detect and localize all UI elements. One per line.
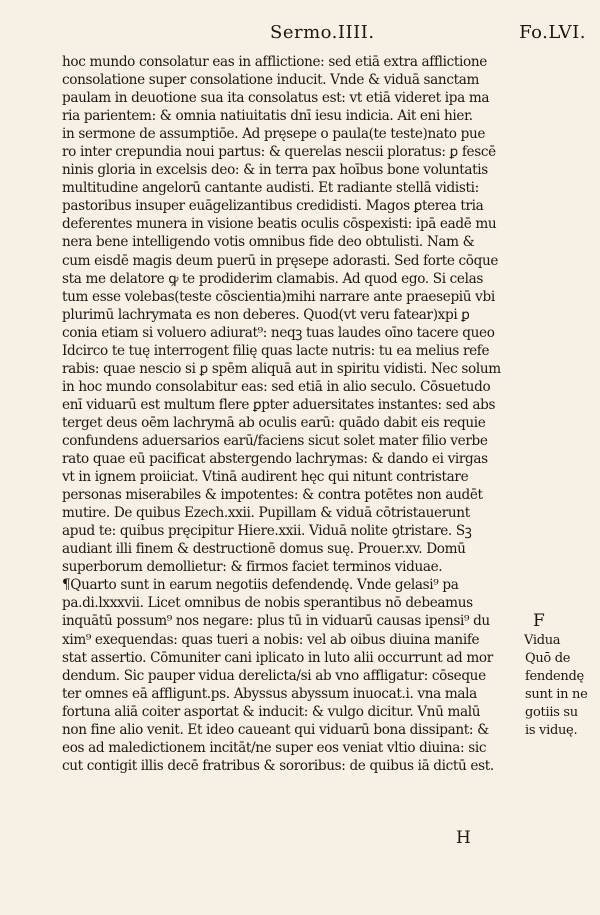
margin-note: gotiis su (525, 705, 578, 720)
margin-note: Vidua (524, 633, 561, 648)
text-line: fortuna aliā coiter asportat & inducit: & vulgo dicitur. Vnū malū (62, 703, 481, 720)
text-line: multitudine angelorū cantante audisti. Et radiante stellā vidisti: (62, 180, 479, 197)
text-line: cut contigit illis decē fratribus & sororibus: de quibus iā dictū est. (62, 757, 494, 774)
text-line: inquātū possum⁹ nos negare: plus tū in viduarū causas ipensi⁹ du (62, 613, 490, 630)
margin-note: sunt in ne (525, 687, 588, 702)
text-line: ¶Quarto sunt in earum negotiis defendendę. Vnde gelasi⁹ pa (62, 577, 459, 594)
signature-mark: H (456, 828, 471, 848)
margin-note: Quō de (525, 651, 571, 666)
text-line: Idcirco te tuę interrogent filię quas lacte nutris: tu ea melius refe (62, 342, 490, 359)
text-line: deferentes munera in visione beatis oculis cōspexisti: ipā eadē mu (62, 216, 497, 233)
text-line: rato quae eū pacificat abstergendo lachrymas: & dando ei virgas (62, 451, 488, 468)
text-line: tum esse volebas(teste cōscientia)mihi narrare ante praesepiū vbi (62, 288, 495, 305)
text-line: personas miserabiles & impotentes: & contra potētes non audēt (62, 487, 483, 504)
text-line: paulam in deuotione sua ita consolatus est: vt etiā videret ipa ma (62, 90, 490, 107)
text-line: nera bene intelligendo votis omnibus fide deo obtulisti. Nam & (62, 234, 475, 251)
text-line: terget deus oēm lachrymā ab oculis earū: quādo dabit eis requie (62, 414, 486, 431)
text-line: consolatione super consolatione inducit. Vnde & viduā sanctam (62, 72, 480, 89)
margin-note: F (533, 611, 545, 631)
text-line: pastoribus insuper euāgelizantibus credidisti. Magos ꝑterea tria (62, 198, 484, 215)
text-line: superborum demollietur: & firmos faciet terminos viduae. (62, 559, 443, 576)
text-line: hoc mundo consolatur eas in afflictione: sed etiā extra afflictione (62, 54, 487, 70)
running-head (0, 22, 600, 52)
text-line: sta me delatore ꝙ te prodiderim clamabis. Ad quod ego. Si celas (62, 270, 484, 287)
main-text-block (62, 53, 522, 775)
text-line: audiant illi finem & destructionē domus suę. Prouer.xv. Domū (62, 541, 466, 558)
folio-number: Fo.LVI. (519, 22, 586, 43)
text-line: ria parientem: & omnia natiuitatis dnī iesu indicia. Ait eni hier. (62, 108, 473, 125)
text-line: ro inter crepundia noui partus: & querelas nescii ploratus: ꝑ fescē (62, 144, 496, 161)
text-line: ninis gloria in excelsis deo: & in terra pax hoībus bone voluntatis (62, 162, 488, 179)
text-line: non fine alio venit. Et ideo caueant qui viduarū bona dissipant: & (62, 721, 489, 738)
text-line: enī viduarū est multum flere ꝑpter aduersitates instantes: sed abs (62, 396, 496, 413)
text-line: pa.di.lxxxvii. Licet omnibus de nobis sperantibus nō debeamus (62, 595, 473, 612)
text-line: dendum. Sic pauper vidua derelicta/si ab vno affligatur: cōseque (62, 667, 486, 684)
text-line: in sermone de assumptiōe. Ad pręsepe o paula(te teste)nato pue (62, 126, 486, 143)
text-line: stat assertio. Cōmuniter cani iplicato in luto alii occurrunt ad mor (62, 649, 493, 666)
text-line: ter omnes eā affligunt.ps. Abyssus abyssum inuocat.i. vna mala (62, 685, 477, 702)
running-title: Sermo.IIII. (270, 22, 375, 43)
text-line: xim⁹ exequendas: quas tueri a nobis: vel ab oibus diuina manife (62, 631, 480, 648)
text-line: in hoc mundo consolabitur eas: sed etiā in alio seculo. Cōsuetudo (62, 378, 491, 395)
margin-note: fendendę (525, 669, 584, 684)
text-line: cum eisdē magis deum puerū in pręsepe adorasti. Sed forte cōque (62, 252, 499, 269)
text-line: apud te: quibus pręcipitur Hiere.xxii. Viduā nolite ꝯtristare. Sꝫ (62, 523, 472, 540)
text-line: plurimū lachrymata es non deberes. Quod(vt veru fatear)xpi ꝑ (62, 306, 470, 323)
text-line: eos ad maledictionem incitāt/ne super eos veniat vltio diuina: sic (62, 739, 487, 756)
text-line: mutire. De quibus Ezech.xxii. Pupillam & viduā cōtristauerunt (62, 505, 470, 522)
text-line: vt in ignem proiiciat. Vtinā audirent hęc qui nitunt contristare (62, 469, 469, 486)
text-line: rabis: quae nescio si ꝑ spēm aliquā aut in spiritu vidisti. Nec solum (62, 360, 501, 377)
margin-note: is viduę. (525, 723, 578, 738)
text-line: conia etiam si voluero adiurat⁹: neqꝫ tuas laudes oīno tacere queo (62, 324, 495, 341)
text-line: confundens aduersarios earū/faciens sicut solet mater filio verbe (62, 432, 488, 449)
